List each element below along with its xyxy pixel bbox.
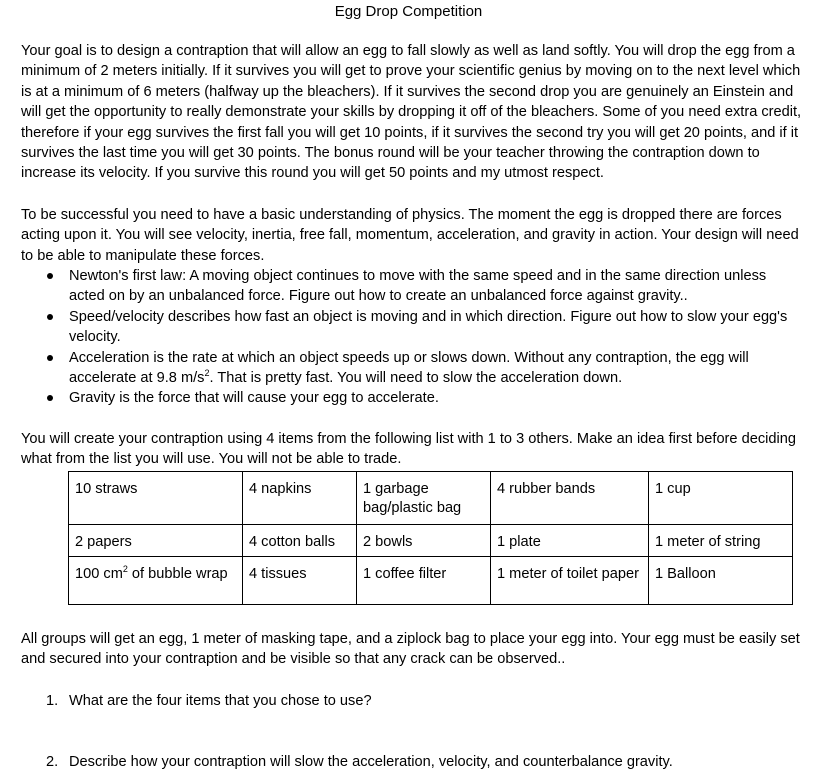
physics-bullet-list: [21, 266, 801, 409]
bullet-icon: [47, 355, 53, 361]
table-row: [69, 557, 793, 605]
question-number: 2.: [46, 754, 59, 770]
table-cell: 4 cotton balls: [243, 525, 357, 557]
list-item: [21, 266, 801, 307]
page-title: Egg Drop Competition: [334, 3, 483, 20]
table-row: [69, 472, 793, 525]
table-cell: 1 garbage bag/plastic bag: [357, 472, 491, 525]
bullet-text-acceleration: Acceleration is the rate at which an object speeds up or slows down. Without any contraption, the egg will accelerate at 9.8 $m/s^2$. That is pretty fast. You will need to slow the acceleration down.: [69, 349, 749, 387]
table-cell: 4 tissues: [243, 557, 357, 605]
table-cell: 100 $cm^2$ of bubble wrap: [69, 557, 243, 605]
superscript: 2: [204, 368, 210, 379]
list-intro-paragraph: You will create your contraption using 4 items from the following list with 1 to 3 others. Make an idea first before deciding what from the list you will use. You will not be able to trade.: [21, 431, 796, 468]
bullet-text-newton: Newton's first law: A moving object continues to move with the same speed and in the same direction unless acted on by an unbalanced force. Figure out how to create an unbalanced force against gravity..: [69, 268, 767, 305]
items-table: [68, 471, 793, 605]
table-cell: 1 Balloon: [649, 557, 793, 605]
bullet-icon: [47, 273, 53, 279]
question-text: Describe how your contraption will slow the acceleration, velocity, and counterbalance gravity.: [69, 754, 673, 770]
list-item: [21, 307, 801, 348]
question-text: What are the four items that you chose to use?: [69, 693, 372, 709]
intro-paragraph: Your goal is to design a contraption that will allow an egg to fall slowly as well as land softly. You will drop the egg from a minimum of 2 meters initially. If it survives you will get to prove your scientific genius by moving on to the next level which is at a minimum of 6 meters (halfway up the bleachers). If it survives the second drop you are genuinely an Einstein and will get the opportunity to really demonstrate your skills by dropping it off of the bleachers. Some of you need extra credit, therefore if your egg survives the first fall you will get 10 points, if it survives the second try you will get 20 points, and if it survives the last time you will get 30 points. The bonus round will be your teacher throwing the contraption down to increase its velocity. If you survive this round you will get 50 points and my utmost respect.: [21, 43, 802, 182]
superscript: 2: [122, 564, 128, 575]
table-cell: 4 napkins: [243, 472, 357, 525]
bullet-icon: [47, 314, 53, 320]
question-number: 1.: [46, 693, 59, 709]
question-2: [46, 752, 673, 772]
table-cell: 1 meter of string: [649, 525, 793, 557]
table-cell: 1 meter of toilet paper: [491, 557, 649, 605]
table-cell: 10 straws: [69, 472, 243, 525]
question-1: [46, 691, 372, 711]
supplies-note-paragraph: All groups will get an egg, 1 meter of masking tape, and a ziplock bag to place your egg into. Your egg must be easily set and secured into your contraption and be visible so that any crack can be observed..: [21, 631, 800, 668]
list-item: [21, 388, 801, 408]
table-cell: 2 papers: [69, 525, 243, 557]
table-cell: 1 plate: [491, 525, 649, 557]
bullet-icon: [47, 395, 53, 401]
table-cell: 1 cup: [649, 472, 793, 525]
bullet-text-gravity: Gravity is the force that will cause your egg to accelerate.: [69, 390, 439, 407]
list-item: [21, 348, 801, 389]
table-cell: 1 coffee filter: [357, 557, 491, 605]
table-cell: 4 rubber bands: [491, 472, 649, 525]
physics-intro-paragraph: To be successful you need to have a basic understanding of physics. The moment the egg is dropped there are forces acting upon it. You will see velocity, inertia, free fall, momentum, acceleration, and gravity in action. Your design will need to be able to manipulate these forces.: [21, 207, 799, 264]
table-cell: 2 bowls: [357, 525, 491, 557]
bullet-text-velocity: Speed/velocity describes how fast an object is moving and in which direction. Figure out how to slow your egg's velocity.: [69, 308, 788, 346]
table-row: [69, 525, 793, 557]
